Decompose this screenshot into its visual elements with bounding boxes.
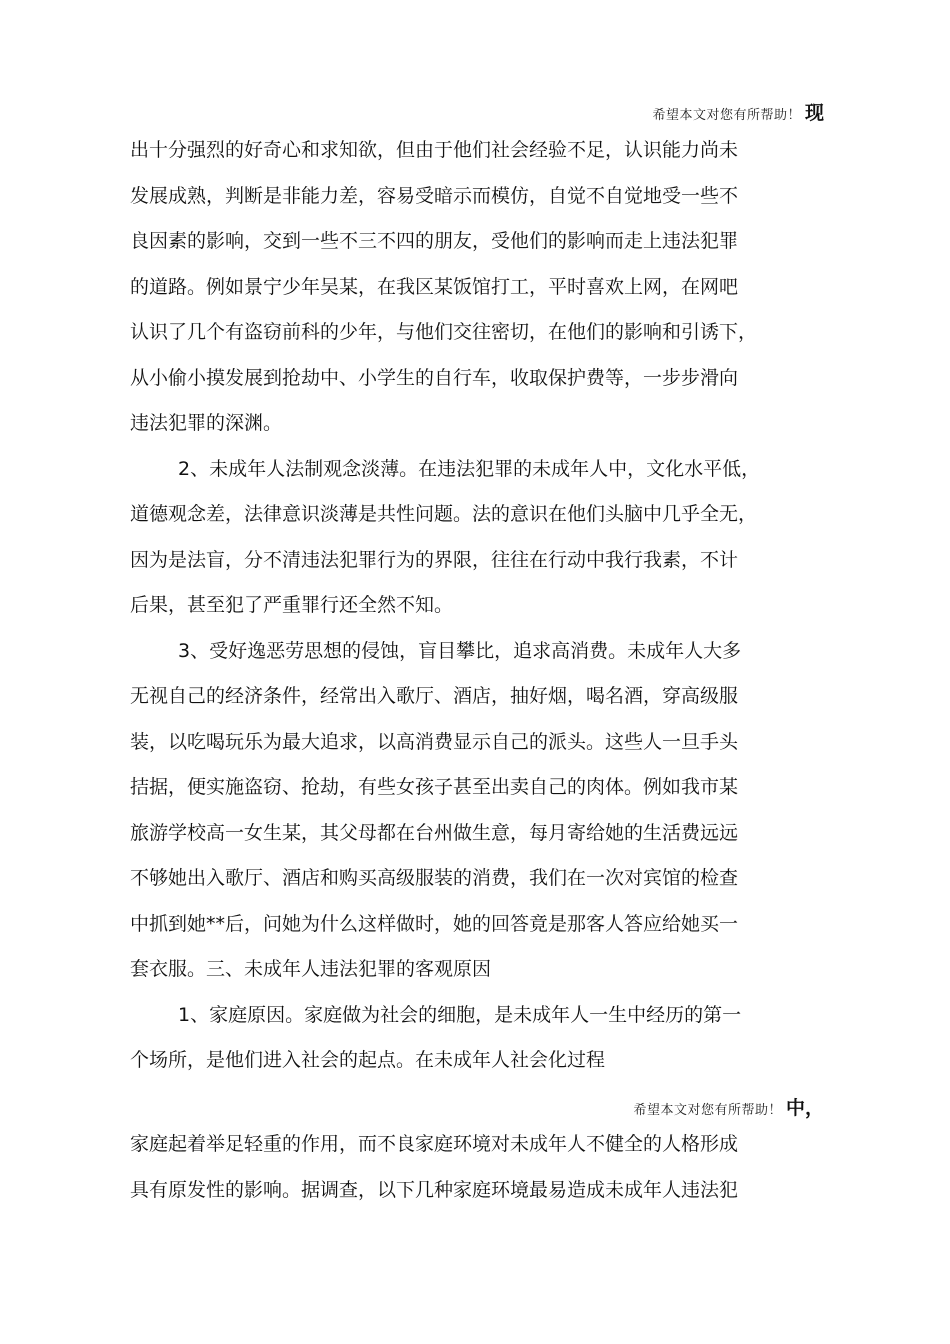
body-text-block-1 [130, 128, 830, 1084]
text-line: 无视自己的经济条件，经常出入歌厅、酒店，抽好烟，喝名酒，穿高级服 [130, 685, 739, 707]
page-note-carry-char: 现 [804, 102, 824, 124]
text-line: 1、家庭原因。家庭做为社会的细胞，是未成年人一生中经历的第一 [178, 1003, 742, 1026]
text-line: 个场所，是他们进入社会的起点。在未成年人社会化过程 [130, 1049, 606, 1071]
text-line: 旅游学校高一女生某，其父母都在台州做生意，每月寄给她的生活费远远 [130, 821, 739, 844]
text-line: 因为是法盲，分不清违法犯罪行为的界限，往往在行动中我行我素，不计 [130, 548, 739, 571]
text-line: 发展成熟，判断是非能力差，容易受暗示而模仿，自觉不自觉地受一些不 [130, 184, 739, 207]
page-note-top [652, 98, 824, 125]
page-note-text: 希望本文对您有所帮助！ [633, 1103, 782, 1118]
page-note-carry-char: 中， [785, 1097, 824, 1119]
text-line: 具有原发性的影响。据调查，以下几种家庭环境最易造成未成年人违法犯 [130, 1178, 739, 1201]
text-line: 家庭起着举足轻重的作用，而不良家庭环境对未成年人不健全的人格形成 [130, 1133, 739, 1155]
text-line: 出十分强烈的好奇心和求知欲，但由于他们社会经验不足，认识能力尚未 [130, 139, 739, 161]
text-line: 违法犯罪的深渊。 [130, 412, 283, 434]
text-line: 拮据，便实施盗窃、抢劫，有些女孩子甚至出卖自己的肉体。例如我市某 [130, 776, 739, 798]
text-line: 认识了几个有盗窃前科的少年，与他们交往密切，在他们的影响和引诱下， [130, 321, 758, 343]
text-line: 从小偷小摸发展到抢劫中、小学生的自行车，收取保护费等，一步步滑向 [130, 366, 739, 389]
body-text-block-2 [130, 1122, 830, 1213]
text-line: 不够她出入歌厅、酒店和购买高级服装的消费，我们在一次对宾馆的检查 [130, 867, 739, 889]
text-line: 道德观念差，法律意识淡薄是共性问题。法的意识在他们头脑中几乎全无， [130, 503, 758, 525]
text-line: 良因素的影响，交到一些不三不四的朋友，受他们的影响而走上违法犯罪 [130, 230, 739, 252]
text-line: 3、受好逸恶劳思想的侵蚀，盲目攀比，追求高消费。未成年人大多 [178, 639, 742, 662]
text-line: 装，以吃喝玩乐为最大追求，以高消费显示自己的派头。这些人一旦手头 [130, 730, 739, 753]
text-line: 套衣服。三、未成年人违法犯罪的客观原因 [130, 958, 492, 980]
text-line: 的道路。例如景宁少年吴某，在我区某饭馆打工，平时喜欢上网，在网吧 [130, 275, 739, 298]
page-note-bottom [633, 1093, 824, 1120]
text-line: 中抓到她**后，问她为什么这样做时，她的回答竟是那客人答应给她买一 [130, 912, 739, 935]
text-line: 后果，甚至犯了严重罪行还全然不知。 [130, 594, 454, 616]
page-note-text: 希望本文对您有所帮助！ [652, 108, 801, 123]
text-line: 2、未成年人法制观念淡薄。在违法犯罪的未成年人中，文化水平低， [178, 457, 761, 480]
